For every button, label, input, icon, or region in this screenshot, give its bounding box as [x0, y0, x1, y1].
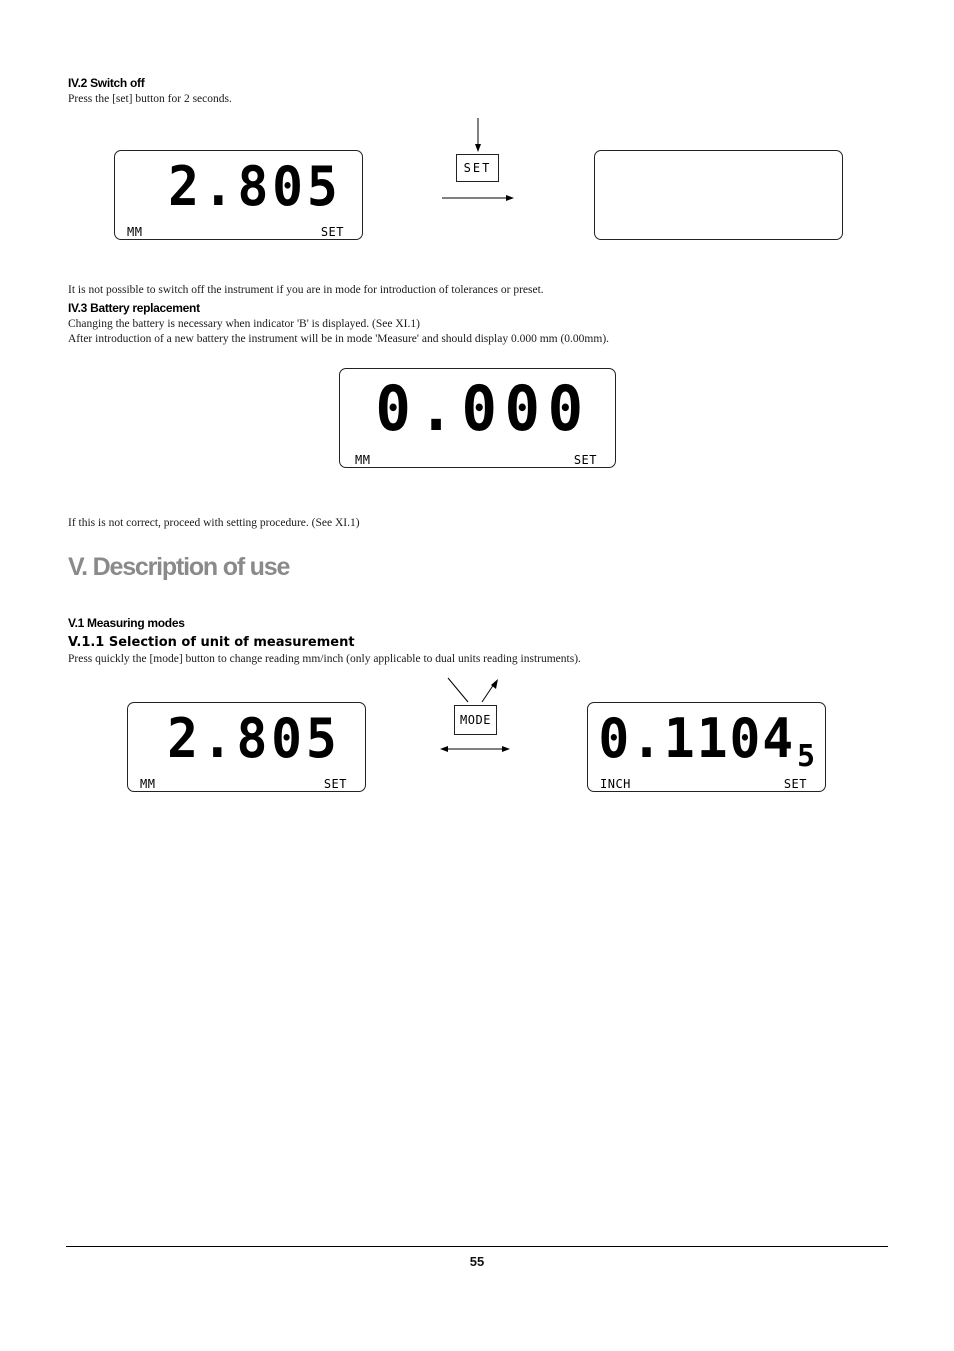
lcd-display-mm — [127, 702, 366, 792]
mode-button[interactable]: MODE — [454, 705, 497, 735]
lcd-digits: 0.000 — [375, 372, 591, 445]
unit-selection-instruction: Press quickly the [mode] button to change reading mm/inch (only applicable to dual units reading instruments). — [68, 653, 581, 665]
lcd-digits: 2.805 — [167, 707, 341, 770]
lcd-display-inch — [587, 702, 826, 792]
set-button[interactable]: SET — [456, 154, 499, 182]
lcd-digits: 0.1104 — [598, 707, 795, 770]
section-heading-battery: IV.3 Battery replacement — [68, 301, 200, 315]
section-heading-measuring-modes: V.1 Measuring modes — [68, 616, 185, 630]
lcd-unit-label: MM — [355, 453, 371, 467]
lcd-set-label: SET — [573, 453, 597, 467]
switch-off-note: It is not possible to switch off the instrument if you are in mode for introduction of tolerances or preset. — [68, 284, 544, 296]
page-number: 55 — [469, 1254, 485, 1269]
lcd-set-label: SET — [320, 225, 344, 239]
section-heading-switch-off: IV.2 Switch off — [68, 76, 145, 90]
lcd-digits: 2.805 — [168, 155, 342, 218]
footer-divider — [66, 1246, 888, 1247]
lcd-set-label: SET — [323, 777, 347, 791]
section-heading-unit-selection: V.1.1 Selection of unit of measurement — [68, 635, 355, 650]
setting-note: If this is not correct, proceed with setting procedure. (See XI.1) — [68, 517, 360, 529]
lcd-unit-label: MM — [140, 777, 156, 791]
lcd-suffix-digit: 5 — [796, 739, 815, 774]
battery-text-line2: After introduction of a new battery the instrument will be in mode 'Measure' and should display 0.000 mm (0.00mm). — [68, 333, 610, 345]
battery-text-line1: Changing the battery is necessary when indicator 'B' is displayed. (See XI.1) — [68, 318, 420, 330]
lcd-unit-label: INCH — [600, 777, 631, 791]
switch-off-instruction: Press the [set] button for 2 seconds. — [68, 93, 232, 105]
lcd-set-label: SET — [783, 777, 807, 791]
chapter-title: V. Description of use — [68, 553, 290, 581]
lcd-display-off — [594, 150, 843, 240]
lcd-unit-label: MM — [127, 225, 143, 239]
lcd-display-before — [114, 150, 363, 240]
lcd-display-reset — [339, 368, 616, 468]
